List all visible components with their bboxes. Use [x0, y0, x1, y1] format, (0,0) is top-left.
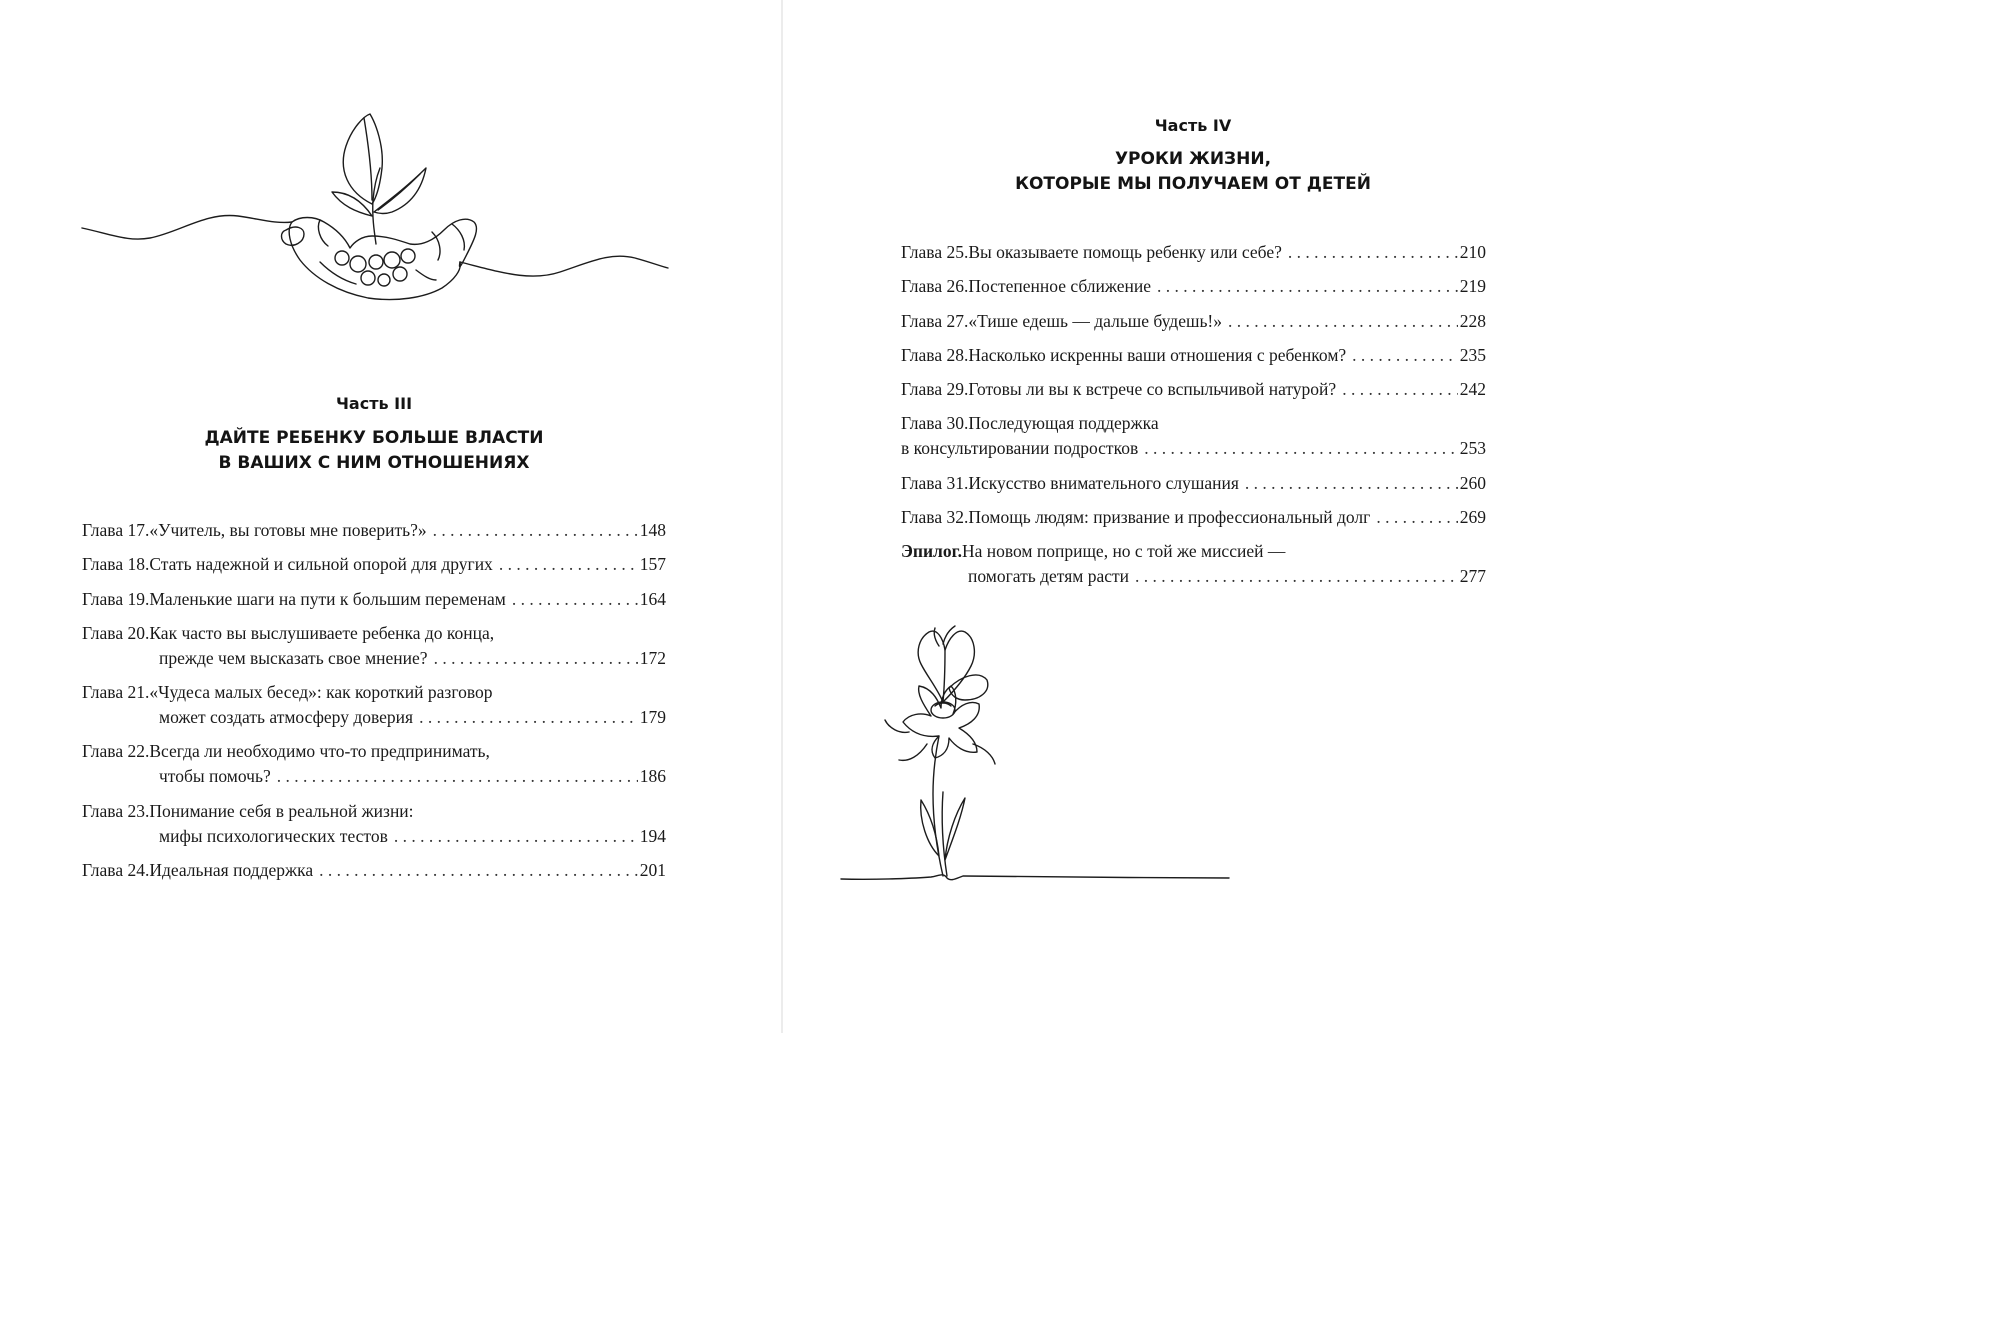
leader-dots: [1239, 471, 1458, 496]
chapter-title: Стать надежной и сильной опорой для других: [149, 554, 493, 575]
chapter-number: Глава 19.: [82, 588, 150, 609]
chapter-number: Глава 20.: [82, 622, 150, 643]
page-number: 277: [1459, 566, 1486, 587]
chapter-title-line-2: прежде чем высказать свое мнение?: [159, 647, 428, 668]
part-three-label: Часть III: [335, 394, 413, 413]
flower-butterfly-illustration: [839, 624, 1234, 886]
page-number: 269: [1459, 507, 1486, 528]
toc-entry-chapter-29[interactable]: [901, 377, 1486, 402]
chapter-number: Глава 18.: [82, 554, 150, 575]
toc-entry-chapter-32[interactable]: [901, 505, 1486, 530]
chapter-number: Глава 22.: [82, 741, 150, 762]
toc-entry-chapter-28[interactable]: [901, 343, 1486, 368]
chapter-title: «Тише едешь — дальше будешь!»: [968, 310, 1223, 331]
part-four-title: [783, 147, 1603, 197]
chapter-number: Глава 30.: [901, 413, 969, 434]
epilog-label: Эпилог.: [901, 541, 962, 562]
chapter-title: «Учитель, вы готовы мне поверить?»: [149, 520, 427, 540]
chapter-title: Постепенное сближение: [968, 276, 1152, 297]
toc-entry-chapter-26[interactable]: [901, 274, 1486, 299]
epilog-title-line-2: помогать детям расти: [968, 566, 1129, 587]
chapter-title-line-1: «Чудеса малых бесед»: как короткий разговор: [149, 682, 493, 703]
leader-dots: [506, 587, 638, 612]
toc-entry-chapter-30[interactable]: [901, 411, 1486, 461]
part-four-toc: [901, 240, 1486, 599]
page-number: 179: [639, 707, 666, 728]
leader-dots: [1222, 309, 1458, 334]
page-number: 201: [639, 860, 666, 881]
part-three-title: [0, 426, 748, 476]
toc-entry-chapter-24[interactable]: [82, 858, 666, 883]
chapter-title-line-1: Последующая поддержка: [968, 413, 1159, 434]
chapter-title-line-2: чтобы помочь?: [159, 766, 271, 787]
page-number: 210: [1459, 242, 1486, 262]
page-number: 186: [639, 766, 666, 787]
page-number: 164: [639, 588, 666, 609]
leader-dots: [428, 646, 638, 671]
page-number: 260: [1459, 472, 1486, 493]
toc-entry-chapter-31[interactable]: [901, 471, 1486, 496]
chapter-title-line-1: Понимание себя в реальной жизни:: [149, 800, 414, 821]
part-three-title-line-2: В ВАШИХ С НИМ ОТНОШЕНИЯХ: [218, 453, 530, 473]
leader-dots: [1138, 436, 1458, 461]
page-number: 157: [639, 554, 666, 575]
leader-dots: [427, 518, 638, 543]
chapter-title-line-2: в консультировании подростков: [901, 438, 1139, 459]
chapter-number: Глава 27.: [901, 310, 969, 331]
page-number: 228: [1459, 310, 1486, 331]
chapter-title: Маленькие шаги на пути к большим переменам: [149, 588, 506, 609]
toc-entry-chapter-23[interactable]: [82, 799, 666, 849]
chapter-title: Насколько искренны ваши отношения с ребенком?: [968, 344, 1347, 365]
toc-entry-chapter-22[interactable]: [82, 739, 666, 789]
chapter-title: Идеальная поддержка: [149, 860, 314, 881]
page-number: 219: [1459, 276, 1486, 297]
chapter-number: Глава 26.: [901, 276, 969, 297]
part-four-title-line-2: КОТОРЫЕ МЫ ПОЛУЧАЕМ ОТ ДЕТЕЙ: [1015, 174, 1371, 194]
chapter-number: Глава 24.: [82, 860, 150, 881]
page-number: 253: [1459, 438, 1486, 459]
leader-dots: [1151, 274, 1458, 299]
leader-dots: [1282, 240, 1458, 265]
toc-entry-chapter-21[interactable]: [82, 680, 666, 730]
chapter-number: Глава 28.: [901, 344, 969, 365]
chapter-number: Глава 25.: [901, 242, 969, 262]
page-number: 242: [1459, 379, 1486, 400]
leader-dots: [313, 858, 638, 883]
leader-dots: [1370, 505, 1457, 530]
toc-entry-chapter-27[interactable]: [901, 309, 1486, 334]
chapter-title-line-2: мифы психологических тестов: [159, 825, 388, 846]
part-four-title-line-1: УРОКИ ЖИЗНИ,: [1114, 149, 1272, 169]
leader-dots: [413, 705, 638, 730]
part-three-title-line-1: ДАЙТЕ РЕБЕНКУ БОЛЬШЕ ВЛАСТИ: [204, 428, 544, 448]
toc-entry-epilog[interactable]: [901, 539, 1486, 589]
leader-dots: [271, 764, 638, 789]
chapter-number: Глава 23.: [82, 800, 150, 821]
chapter-title: Вы оказываете помощь ребенку или себе?: [968, 242, 1282, 262]
toc-entry-chapter-25[interactable]: [901, 240, 1486, 265]
toc-entry-chapter-20[interactable]: [82, 621, 666, 671]
leader-dots: [388, 824, 638, 849]
leader-dots: [1346, 343, 1458, 368]
chapter-title-line-1: Всегда ли необходимо что-то предпринимать,: [149, 741, 490, 762]
chapter-number: Глава 29.: [901, 379, 969, 400]
chapter-number: Глава 32.: [901, 507, 969, 528]
toc-entry-chapter-17[interactable]: [82, 518, 666, 543]
page-number: 172: [639, 647, 666, 668]
hands-sprout-illustration: [80, 112, 670, 307]
page-number: 194: [639, 825, 666, 846]
leader-dots: [1336, 377, 1458, 402]
chapter-title-line-1: Как часто вы выслушиваете ребенка до конца,: [149, 622, 495, 643]
chapter-title-line-2: может создать атмосферу доверия: [159, 707, 414, 728]
chapter-number: Глава 17.: [82, 520, 150, 540]
part-four-label: Часть IV: [1154, 116, 1232, 135]
chapter-number: Глава 31.: [901, 472, 969, 493]
left-page: [0, 0, 781, 1033]
toc-entry-chapter-19[interactable]: [82, 587, 666, 612]
leader-dots: [493, 552, 638, 577]
toc-entry-chapter-18[interactable]: [82, 552, 666, 577]
chapter-title: Искусство внимательного слушания: [968, 472, 1239, 493]
chapter-title: Помощь людям: призвание и профессиональный долг: [968, 507, 1371, 528]
page-number: 235: [1459, 344, 1486, 365]
leader-dots: [1129, 564, 1458, 589]
epilog-title-line-1: На новом поприще, но с той же миссией —: [961, 541, 1286, 562]
page-number: 148: [639, 520, 666, 540]
right-page: [783, 0, 1563, 1033]
part-three-toc: [82, 518, 666, 892]
chapter-title: Готовы ли вы к встрече со вспыльчивой натурой?: [968, 379, 1337, 400]
chapter-number: Глава 21.: [82, 682, 150, 703]
